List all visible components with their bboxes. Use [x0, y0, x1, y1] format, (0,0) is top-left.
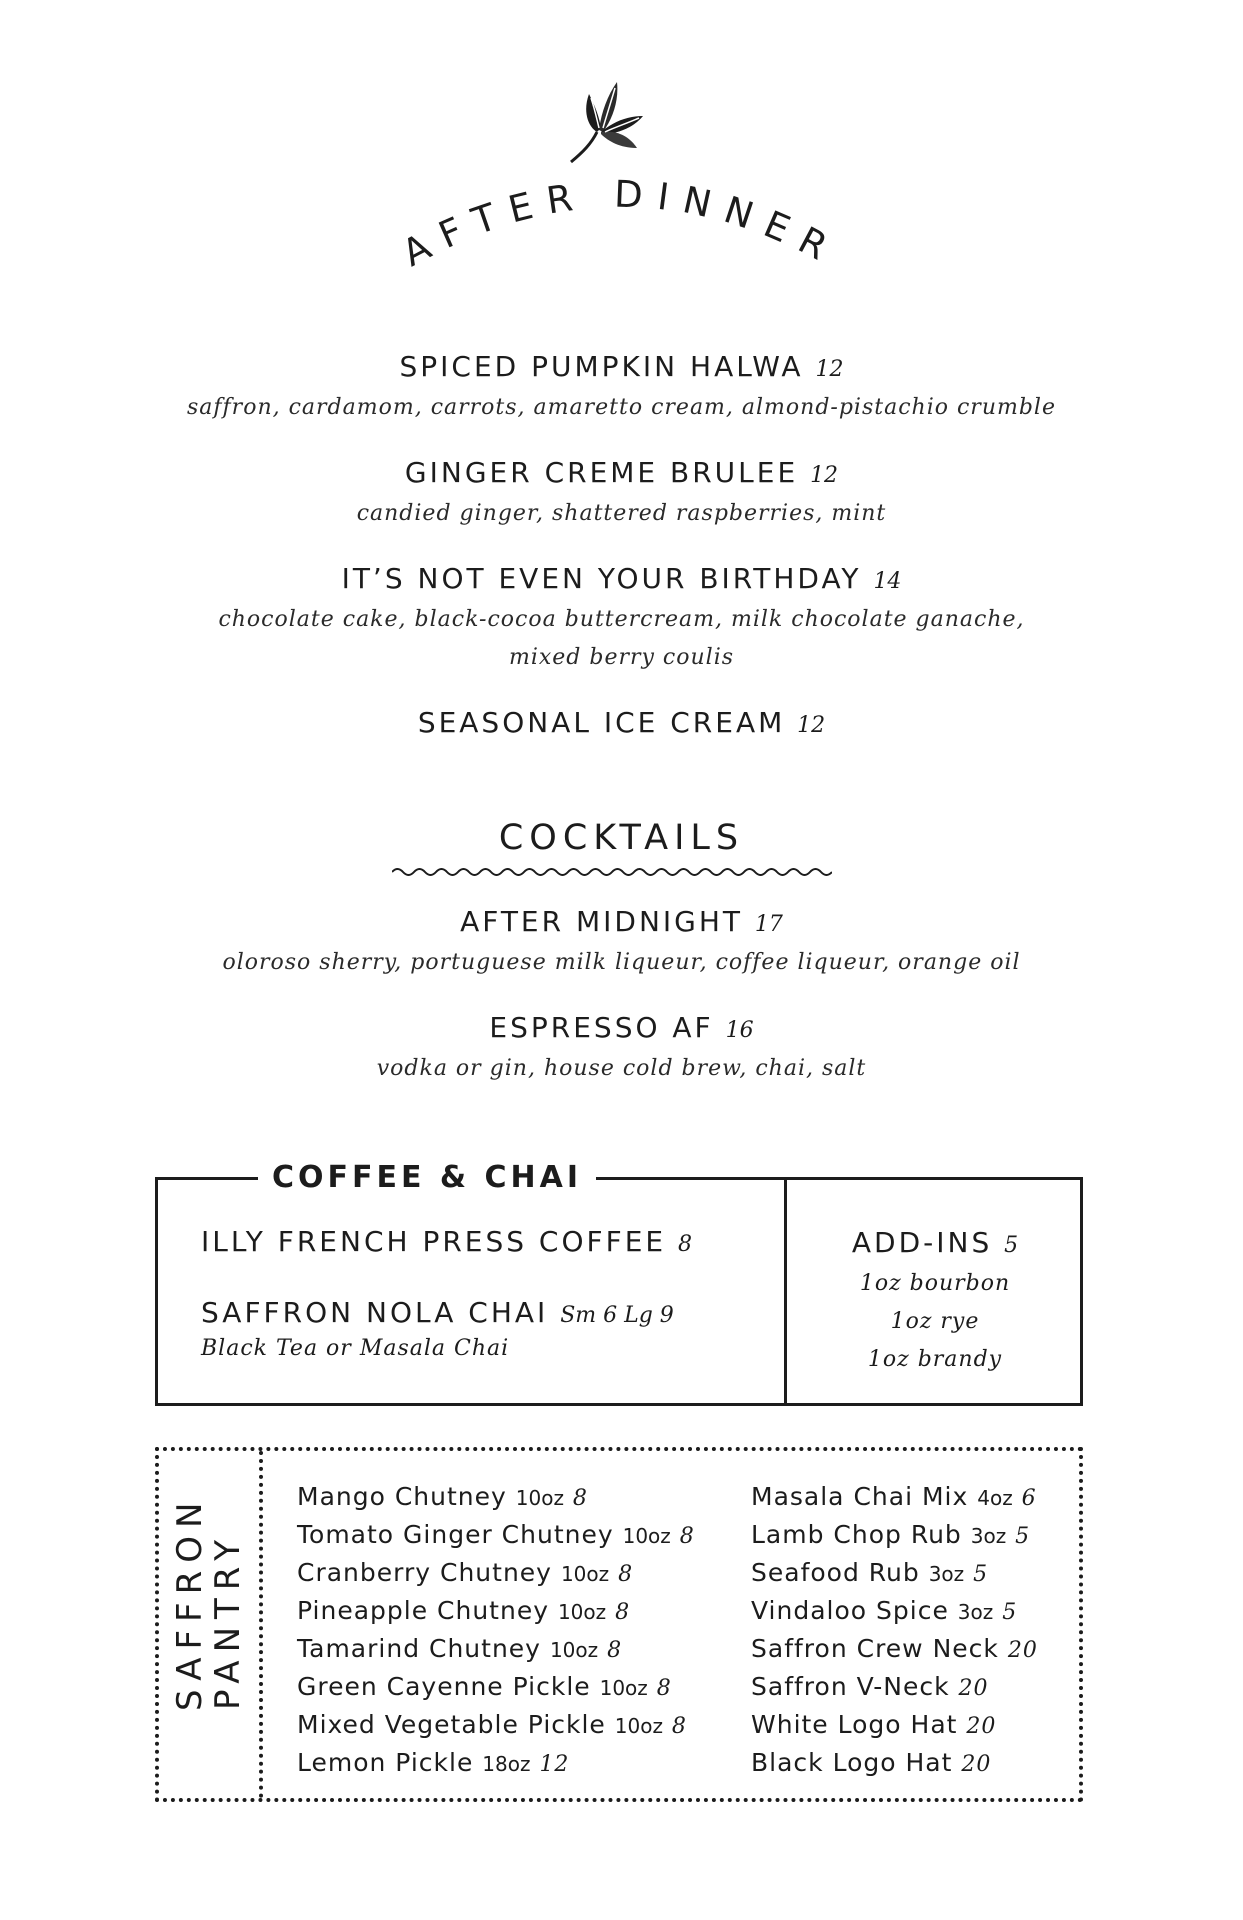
- pantry-item-name: Tamarind Chutney: [297, 1634, 541, 1663]
- pantry-item-name: Tomato Ginger Chutney: [297, 1520, 614, 1549]
- pantry-item: [297, 1745, 695, 1783]
- item-price: 8: [678, 1232, 693, 1257]
- pantry-item-name: Pineapple Chutney: [297, 1596, 549, 1625]
- pantry-item-name: Saffron Crew Neck: [751, 1634, 999, 1663]
- item-price: 12: [810, 463, 839, 488]
- item-description: mixed berry coulis: [508, 645, 735, 670]
- item-description: oloroso sherry, portuguese milk liqueur, coffee liqueur, orange oil: [222, 950, 1021, 975]
- pantry-item-size: 10oz: [549, 1638, 599, 1662]
- item-name: SEASONAL ICE CREAM: [417, 706, 786, 739]
- pantry-item: [297, 1631, 695, 1669]
- menu-item: [0, 560, 1243, 677]
- addin-option: 1oz rye: [890, 1309, 980, 1334]
- item-price: 16: [725, 1018, 754, 1043]
- pantry-item-price: 5: [1015, 1524, 1031, 1549]
- pantry-item-price: 5: [973, 1562, 989, 1587]
- pantry-item-size: 4oz: [977, 1486, 1013, 1510]
- pantry-item-size: 10oz: [599, 1676, 648, 1700]
- item-name: SPICED PUMPKIN HALWA: [399, 350, 804, 383]
- pantry-item-name: Seafood Rub: [751, 1558, 920, 1587]
- item-name: GINGER CREME BRULEE: [404, 456, 799, 489]
- menu-item: [0, 348, 1243, 427]
- cocktail-list: [0, 903, 1243, 1115]
- coffee-items: [201, 1224, 771, 1396]
- item-description: vodka or gin, house cold brew, chai, salt: [376, 1056, 867, 1081]
- saffron-flower-icon: [561, 70, 651, 170]
- item-name: AFTER MIDNIGHT: [460, 905, 744, 938]
- pantry-item-price: 8: [618, 1562, 634, 1587]
- dessert-list: [0, 348, 1243, 772]
- pantry-item: [751, 1669, 1038, 1707]
- pantry-item-name: Masala Chai Mix: [751, 1482, 969, 1511]
- item-name: SAFFRON NOLA CHAI: [201, 1296, 549, 1329]
- after-dinner-title: [371, 170, 871, 290]
- pantry-item-price: 8: [679, 1524, 695, 1549]
- addin-option: 1oz bourbon: [859, 1271, 1011, 1296]
- cocktails-heading: COCKTAILS: [498, 818, 745, 858]
- pantry-item: [751, 1555, 1038, 1593]
- item-description: candied ginger, shattered raspberries, mint: [356, 501, 887, 526]
- pantry-item: [297, 1669, 695, 1707]
- item-description: chocolate cake, black-cocoa buttercream, milk chocolate ganache,: [218, 607, 1025, 632]
- coffee-chai-box: [155, 1160, 1083, 1406]
- item-price: 5: [1004, 1233, 1019, 1258]
- pantry-item-name: Lamb Chop Rub: [751, 1520, 962, 1549]
- pantry-item-price: 20: [958, 1676, 989, 1701]
- item-description: saffron, cardamom, carrots, amaretto cream, almond-pistachio crumble: [186, 395, 1056, 420]
- menu-item: [201, 1224, 771, 1263]
- menu-item: [0, 1009, 1243, 1088]
- pantry-item: [297, 1593, 695, 1631]
- item-price: 12: [815, 357, 844, 382]
- pantry-item: [751, 1631, 1038, 1669]
- pantry-item-price: 8: [671, 1714, 687, 1739]
- item-price: 17: [754, 912, 783, 937]
- item-price: 14: [873, 569, 902, 594]
- pantry-item-price: 6: [1021, 1486, 1037, 1511]
- item-description: Black Tea or Masala Chai: [201, 1336, 510, 1361]
- addin-option: 1oz brandy: [867, 1347, 1003, 1372]
- pantry-item-price: 5: [1002, 1600, 1018, 1625]
- pantry-column-left: [297, 1479, 695, 1783]
- item-price: 12: [797, 713, 826, 738]
- item-name: ADD-INS: [851, 1226, 993, 1259]
- wavy-divider: [392, 865, 832, 879]
- pantry-item-size: 10oz: [622, 1524, 671, 1548]
- pantry-label-line: PANTRY: [208, 1532, 248, 1711]
- pantry-label: [170, 1494, 251, 1711]
- pantry-item: [751, 1745, 1038, 1783]
- item-price: Sm 6 Lg 9: [560, 1303, 674, 1328]
- pantry-label-line: SAFFRON: [170, 1494, 210, 1711]
- pantry-divider: [259, 1451, 263, 1798]
- pantry-item-name: Mango Chutney: [297, 1482, 507, 1511]
- pantry-item-price: 20: [966, 1714, 997, 1739]
- pantry-item-size: 10oz: [515, 1486, 564, 1510]
- pantry-item-size: 10oz: [614, 1714, 663, 1738]
- pantry-item-size: 3oz: [970, 1524, 1007, 1548]
- menu-item: [0, 704, 1243, 745]
- pantry-item: [751, 1707, 1038, 1745]
- pantry-item-price: 20: [961, 1752, 992, 1777]
- pantry-item-name: Black Logo Hat: [751, 1748, 953, 1777]
- pantry-item: [297, 1707, 695, 1745]
- pantry-item-name: Lemon Pickle: [297, 1748, 474, 1777]
- pantry-item-name: Saffron V-Neck: [751, 1672, 950, 1701]
- pantry-item-size: 10oz: [557, 1600, 607, 1624]
- pantry-item-name: White Logo Hat: [751, 1710, 958, 1739]
- pantry-item-name: Vindaloo Spice: [751, 1596, 949, 1625]
- menu-item: [201, 1295, 771, 1364]
- pantry-item-name: Green Cayenne Pickle: [297, 1672, 591, 1701]
- pantry-item-price: 8: [656, 1676, 672, 1701]
- item-name: ESPRESSO AF: [489, 1011, 714, 1044]
- pantry-item: [297, 1479, 695, 1517]
- pantry-item-price: 8: [615, 1600, 631, 1625]
- svg-text:AFTER DINNER: AFTER DINNER: [395, 172, 847, 276]
- item-name: ILLY FRENCH PRESS COFFEE: [201, 1225, 667, 1258]
- pantry-item: [751, 1593, 1038, 1631]
- pantry-item-size: 3oz: [928, 1562, 965, 1586]
- item-name: IT’S NOT EVEN YOUR BIRTHDAY: [341, 562, 862, 595]
- pantry-item: [751, 1517, 1038, 1555]
- pantry-column-right: [751, 1479, 1038, 1783]
- pantry-item-name: Mixed Vegetable Pickle: [297, 1710, 606, 1739]
- pantry-item-size: 3oz: [957, 1600, 994, 1624]
- pantry-item-price: 8: [607, 1638, 623, 1663]
- menu-item: [0, 903, 1243, 982]
- addins-panel: [787, 1224, 1083, 1379]
- pantry-item: [297, 1517, 695, 1555]
- coffee-chai-heading: COFFEE & CHAI: [258, 1156, 596, 1200]
- pantry-item-price: 8: [572, 1486, 588, 1511]
- pantry-item-size: 18oz: [482, 1752, 531, 1776]
- menu-item: [0, 454, 1243, 533]
- pantry-item-price: 20: [1007, 1638, 1038, 1663]
- saffron-pantry-box: [155, 1447, 1083, 1802]
- pantry-item-size: 10oz: [560, 1562, 610, 1586]
- pantry-item-price: 12: [539, 1752, 570, 1777]
- pantry-item-name: Cranberry Chutney: [297, 1558, 552, 1587]
- pantry-item: [751, 1479, 1038, 1517]
- pantry-item: [297, 1555, 695, 1593]
